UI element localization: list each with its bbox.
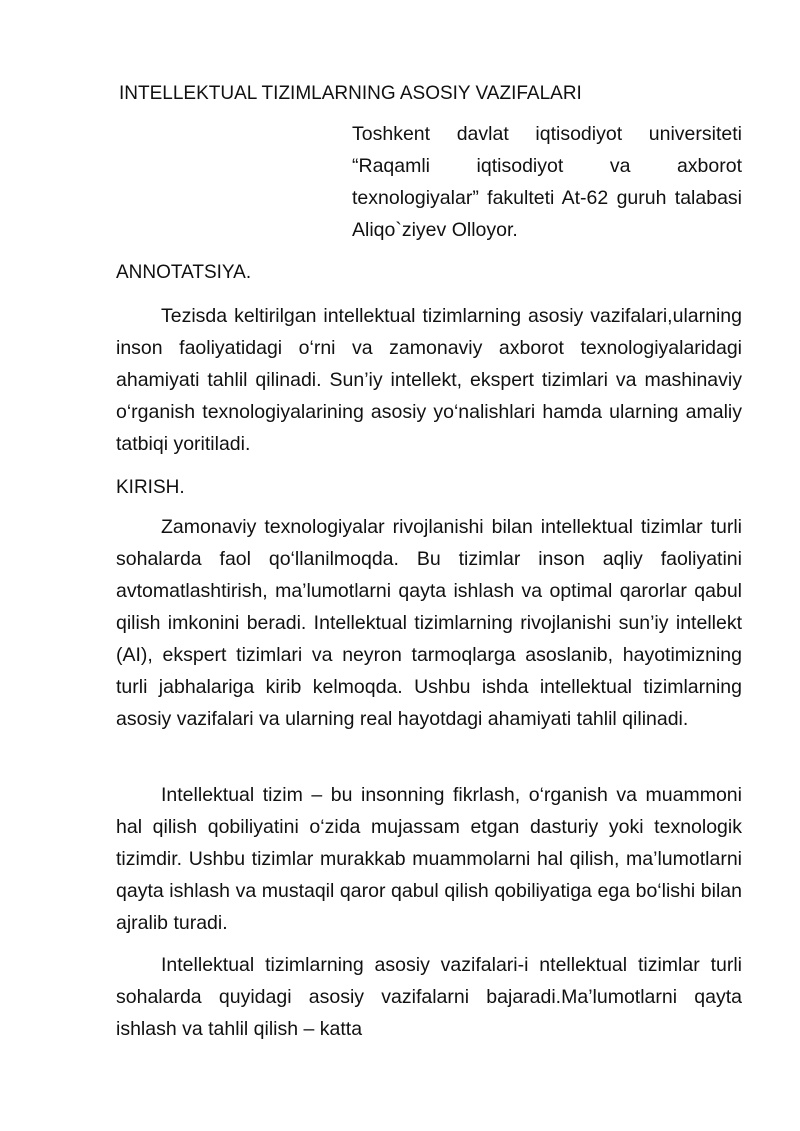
annotation-paragraph: Tezisda keltirilgan intellektual tizimlarning asosiy vazifalari,ularning inson faoliyatidagi o‘rni va zamonaviy axborot texnologiyalaridagi ahamiyati tahlil qilinadi. Sun’iy intellekt, ekspert tizimlari va mashinaviy o‘rganish texnologiyalarining asosiy yo‘nalishlari hamda ularning amaliy tatbiqi yoritiladi. — [116, 305, 742, 455]
author-info: Toshkent davlat iqtisodiyot universiteti “Raqamli iqtisodiyot va axborot texnologiyalar” fakulteti At-62 guruh talabasi Aliqo`ziyev Olloyor. — [352, 123, 742, 241]
body-paragraph: Intellektual tizimlarning asosiy vazifalari-i ntellektual tizimlar turli sohalarda quyidagi asosiy vazifalarni bajaradi.Ma’lumotlarni qayta ishlash va tahlil qilish – katta — [116, 954, 742, 1040]
body-paragraph: Zamonaviy texnologiyalar rivojlanishi bilan intellektual tizimlar turli sohalarda faol qo‘llanilmoqda. Bu tizimlar inson aqliy faoliyatini avtomatlashtirish, ma’lumotlarni qayta ishlash va optimal qarorlar qabul qilish imkonini beradi. Intellektual tizimlarning rivojlanishi sun’iy intellekt (AI), ekspert tizimlari va neyron tarmoqlarga asoslanib, hayotimizning turli jabhalariga kirib kelmoqda. Ushbu ishda intellektual tizimlarning asosiy vazifalari va ularning real hayotdagi ahamiyati tahlil qilinadi. — [116, 516, 742, 730]
annotation-heading: ANNOTATSIYA. — [116, 262, 252, 283]
intro-heading: KIRISH. — [116, 477, 185, 498]
body-paragraph: Intellektual tizim – bu insonning fikrlash, o‘rganish va muammoni hal qilish qobiliyatini o‘zida mujassam etgan dasturiy yoki texnologik tizimdir. Ushbu tizimlar murakkab muammolarni hal qilish, ma’lumotlarni qayta ishlash va mustaqil qaror qabul qilish qobiliyatiga ega bo‘lishi bilan ajralib turadi. — [116, 784, 742, 934]
document-title: INTELLEKTUAL TIZIMLARNING ASOSIY VAZIFALARI — [119, 83, 582, 104]
